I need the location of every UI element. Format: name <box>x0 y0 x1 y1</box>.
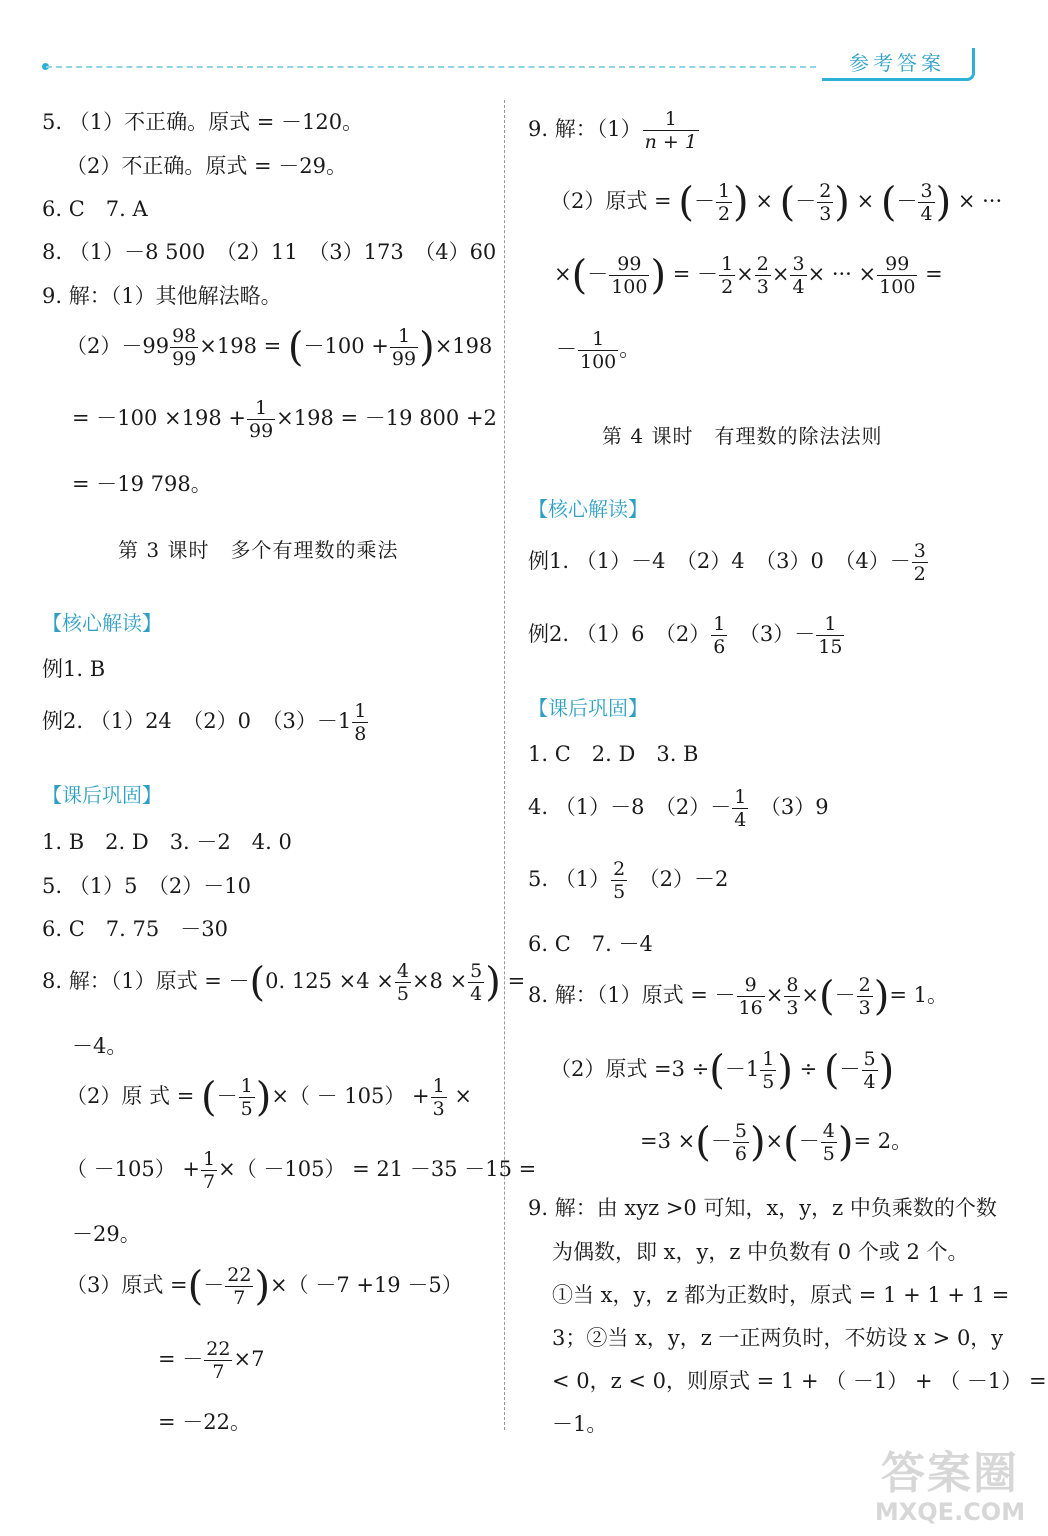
text: ×（ －105） = 21 －35 －15 = <box>218 1157 537 1181</box>
left-a8-line1 <box>42 960 525 1005</box>
numerator: 1 <box>717 180 731 202</box>
text: 4. （1）－8 （2）－ <box>528 795 732 819</box>
fraction <box>816 613 844 658</box>
fraction <box>643 108 699 153</box>
left-a6: 6. C 7. 75 －30 <box>42 917 228 941</box>
numerator: 2 <box>613 858 626 880</box>
fraction <box>395 960 411 1005</box>
text: － <box>203 1273 225 1297</box>
right-a9-line4: 3；②当 x，y，z 一正两负时，不妨设 x > 0，y <box>552 1326 1004 1350</box>
right-core-heading: 【核心解读】 <box>528 497 648 521</box>
left-a8-line7 <box>158 1338 264 1383</box>
text: （2）原式 = <box>550 189 672 213</box>
right-a1: 1. C 2. D 3. B <box>528 742 699 766</box>
paren: ) <box>733 179 749 226</box>
text: （3）－ <box>728 622 816 646</box>
header-rule <box>46 66 816 68</box>
left-q5b: （2）不正确。原式 = －29。 <box>66 154 348 178</box>
right-a9-line6: －1。 <box>552 1412 608 1436</box>
numerator: 2 <box>858 974 871 996</box>
watermark-logo <box>870 1450 1030 1526</box>
paren: ) <box>749 1119 766 1166</box>
text: － <box>556 337 577 361</box>
fraction <box>609 253 649 298</box>
text: × ··· × <box>807 262 877 286</box>
fraction <box>760 1048 776 1093</box>
text: 例2. （1）6 （2） <box>528 622 711 646</box>
denominator: n + 1 <box>644 131 697 153</box>
fraction <box>390 325 418 370</box>
right-q9-line3: ×(－ $\frac{99}{100}$ ) = － $\frac{1}{2}$ × $\frac{2}{3}$ × $\frac{3}{4}$ × ··· × $\frac{99}{100}$ = <box>554 252 943 299</box>
denominator: 6 <box>734 1143 747 1165</box>
right-a6: 6. C 7. －4 <box>528 932 653 956</box>
text: ×198 <box>434 334 493 358</box>
fraction <box>170 325 198 370</box>
numerator: 99 <box>609 253 649 276</box>
numerator: 1 <box>713 613 726 635</box>
text: （2）－2 <box>628 867 729 891</box>
denominator: 3 <box>786 997 799 1019</box>
left-a8-line4 <box>66 1148 536 1193</box>
left-q9-line2 <box>66 325 492 370</box>
denominator: 16 <box>738 997 763 1019</box>
denominator: 7 <box>212 1361 225 1383</box>
numerator: 1 <box>578 328 618 351</box>
denominator: 100 <box>611 276 648 298</box>
fraction <box>578 328 618 373</box>
text: －100 + <box>303 334 389 358</box>
right-a8-line3: =3 ×(－ $\frac{5}{6}$ )×(－ $\frac{4}{5}$ )= 2。 <box>640 1119 913 1166</box>
numerator: 22 <box>227 1264 252 1286</box>
text: = － <box>672 262 719 286</box>
denominator: 4 <box>920 203 933 225</box>
numerator: 4 <box>396 960 409 982</box>
text: （ －105） + <box>66 1157 201 1181</box>
denominator: 3 <box>819 203 832 225</box>
right-a9-line5: < 0，z < 0，则原式 = 1 + （ －1） + （ －1） = <box>552 1369 1047 1393</box>
watermark-url: MXQE.COM <box>874 1498 1026 1526</box>
text: －1 <box>724 1057 760 1081</box>
numerator: 5 <box>734 1120 747 1142</box>
left-q8: 8. （1）－8 500 （2）11 （3）173 （4）60 <box>42 240 497 264</box>
paren: ( <box>571 252 588 299</box>
lesson4-title: 第 4 课时 有理数的除法法则 <box>602 424 883 448</box>
left-ex1: 例1. B <box>42 657 106 681</box>
text: =3 × <box>640 1129 696 1153</box>
paren: ) <box>834 179 850 226</box>
denominator: 99 <box>172 348 197 370</box>
text: 0. 125 ×4 × <box>265 969 394 993</box>
text: 例1. （1）－4 （2）4 （3）0 （4）－ <box>528 549 911 573</box>
denominator: 4 <box>734 809 747 831</box>
column-divider <box>504 100 505 1430</box>
watermark-text: 答案圈 <box>881 1448 1019 1499</box>
denominator: 7 <box>233 1287 246 1309</box>
fraction <box>755 253 771 298</box>
paren: ) <box>873 973 890 1020</box>
text: ×7 <box>233 1347 265 1371</box>
denominator: 99 <box>391 348 417 370</box>
denominator: 15 <box>818 636 843 658</box>
denominator: 5 <box>240 1098 253 1120</box>
left-q9-line3 <box>72 397 497 442</box>
paren: ) <box>419 324 435 371</box>
paren: ) <box>837 1119 854 1166</box>
fraction <box>431 1075 447 1120</box>
paren: ( <box>678 179 694 226</box>
fraction <box>716 180 732 225</box>
text: × ··· <box>957 189 1003 213</box>
paren: ( <box>187 1263 204 1310</box>
denominator: 7 <box>203 1171 216 1193</box>
text: ×（ －7 +19 －5） <box>270 1273 463 1297</box>
paren: ( <box>695 1119 711 1166</box>
text: = 2。 <box>853 1129 913 1153</box>
text: － <box>216 1084 238 1108</box>
fraction <box>239 1075 255 1120</box>
text: = － <box>158 1347 204 1371</box>
denominator: 2 <box>717 203 731 225</box>
left-a5: 5. （1）5 （2）－10 <box>42 874 252 898</box>
right-ex1 <box>528 540 929 585</box>
denominator: 6 <box>713 636 726 658</box>
right-a4 <box>528 786 829 831</box>
numerator: 2 <box>819 180 832 202</box>
text: 5. （1） <box>528 867 611 891</box>
text: = 1。 <box>889 983 948 1007</box>
numerator: 1 <box>721 253 734 275</box>
paren: ( <box>819 973 835 1020</box>
numerator: 1 <box>643 108 699 131</box>
numerator: 5 <box>470 960 483 982</box>
numerator: 1 <box>762 1048 775 1070</box>
denominator: 4 <box>792 276 805 298</box>
numerator: 1 <box>432 1075 445 1097</box>
numerator: 1 <box>240 1075 253 1097</box>
numerator: 1 <box>390 325 418 348</box>
fraction <box>918 180 934 225</box>
paren: ) <box>777 1047 793 1094</box>
text: 9. 解：（1） <box>528 117 642 141</box>
fraction <box>821 1120 837 1165</box>
paren: ) <box>650 252 667 299</box>
left-a8-line5: －29。 <box>72 1222 141 1246</box>
paren: ) <box>254 1263 271 1310</box>
left-core-heading: 【核心解读】 <box>42 611 162 635</box>
denominator: 8 <box>354 723 367 745</box>
fraction <box>733 1120 749 1165</box>
right-ex2 <box>528 613 845 658</box>
paren: ) <box>255 1074 272 1121</box>
paren: ( <box>287 324 304 371</box>
fraction <box>719 253 735 298</box>
right-q9-line2: （2）原式 = (－ $\frac{1}{2}$ ) × (－ $\frac{2}{3}$ ) × (－ $\frac{3}{4}$ ) × ··· <box>550 179 1003 226</box>
header-badge: 参考答案 <box>822 48 975 81</box>
denominator: 5 <box>762 1071 775 1093</box>
paren: ( <box>201 1074 217 1121</box>
numerator: 22 <box>206 1338 231 1360</box>
text: 8. 解：（1）原式 = － <box>528 983 736 1007</box>
fraction <box>862 1048 878 1093</box>
numerator: 3 <box>920 180 933 202</box>
paren: ( <box>880 179 897 226</box>
text: 8. 解：（1）原式 = － <box>42 969 250 993</box>
paren: ( <box>823 1047 840 1094</box>
text: ×8 × <box>411 969 468 993</box>
text: （3）原式 = <box>66 1273 188 1297</box>
left-q6: 6. C 7. A <box>42 197 148 221</box>
numerator: 8 <box>786 974 799 996</box>
numerator: 2 <box>756 253 769 275</box>
right-after-heading: 【课后巩固】 <box>528 696 648 720</box>
text: （2）原 式 = <box>66 1084 195 1108</box>
fraction <box>857 974 873 1019</box>
numerator: 99 <box>877 253 917 276</box>
fraction <box>468 960 484 1005</box>
fraction <box>611 858 627 903</box>
left-q9: 9. 解：（1）其他解法略。 <box>42 284 282 308</box>
numerator: 3 <box>913 540 926 562</box>
fraction <box>784 974 800 1019</box>
fraction <box>737 974 765 1019</box>
numerator: 98 <box>172 325 197 347</box>
text: （2）－99 <box>66 334 170 358</box>
fraction <box>201 1148 217 1193</box>
denominator: 2 <box>721 276 734 298</box>
text: 例2. （1）24 （2）0 （3）－1 <box>42 709 352 733</box>
denominator: 100 <box>879 276 916 298</box>
numerator: 3 <box>792 253 805 275</box>
right-a8-line2: （2）原式 =3 ÷(－1 $\frac{1}{5}$ ) ÷ (－ $\frac{5}{4}$ ) <box>550 1047 895 1094</box>
left-a8-line6 <box>66 1264 463 1309</box>
fraction <box>352 700 368 745</box>
text: （3）9 <box>749 795 829 819</box>
left-after-heading: 【课后巩固】 <box>42 783 162 807</box>
paren: ) <box>878 1047 895 1094</box>
denominator: 100 <box>580 351 617 373</box>
right-a5 <box>528 858 728 903</box>
fraction <box>790 253 806 298</box>
denominator: 4 <box>863 1071 876 1093</box>
fraction <box>912 540 928 585</box>
left-ex2 <box>42 700 369 745</box>
paren: ) <box>935 179 952 226</box>
text: = －100 ×198 + <box>72 406 246 430</box>
denominator: 5 <box>396 983 409 1005</box>
left-q9-line4: = －19 798。 <box>72 472 212 496</box>
denominator: 5 <box>613 881 626 903</box>
text: ×198 = －19 800 +2 <box>276 406 497 430</box>
right-a9-line2: 为偶数，即 x，y，z 中负数有 0 个或 2 个。 <box>552 1240 969 1264</box>
left-a8-line8: = －22。 <box>158 1410 251 1434</box>
fraction <box>711 613 727 658</box>
paren: ( <box>783 1119 799 1166</box>
right-q9-line1 <box>528 108 700 153</box>
paren: ( <box>709 1047 725 1094</box>
numerator: 5 <box>863 1048 876 1070</box>
text: × <box>454 1084 473 1108</box>
fraction <box>877 253 917 298</box>
denominator: 3 <box>756 276 769 298</box>
denominator: 3 <box>858 997 871 1019</box>
numerator: 1 <box>734 786 747 808</box>
left-q5a: 5. （1）不正确。原式 = －120。 <box>42 110 364 134</box>
text: ×（ － 105） + <box>271 1084 430 1108</box>
denominator: 5 <box>822 1143 835 1165</box>
numerator: 9 <box>737 974 765 997</box>
numerator: 1 <box>247 397 275 420</box>
right-a9-line1: 9. 解：由 xyz >0 可知，x，y，z 中负乘数的个数 <box>528 1196 997 1220</box>
lesson3-title: 第 3 课时 多个有理数的乘法 <box>118 538 399 562</box>
fraction <box>247 397 275 442</box>
left-a1: 1. B 2. D 3. －2 4. 0 <box>42 830 292 854</box>
numerator: 1 <box>816 613 844 636</box>
fraction <box>204 1338 232 1383</box>
denominator: 4 <box>470 983 483 1005</box>
numerator: 1 <box>354 700 367 722</box>
numerator: 1 <box>203 1148 216 1170</box>
text: = <box>507 969 526 993</box>
right-a8-line1: 8. 解：（1）原式 = － $\frac{9}{16}$ × $\frac{8}{3}$ ×(－ $\frac{2}{3}$ )= 1。 <box>528 973 948 1020</box>
right-q9-line4: － $\frac{1}{100}$ 。 <box>556 328 641 373</box>
fraction <box>817 180 833 225</box>
left-a8-line3 <box>66 1075 472 1120</box>
denominator: 2 <box>913 563 926 585</box>
paren: ( <box>779 179 796 226</box>
text: ×198 = <box>199 334 282 358</box>
denominator: 3 <box>432 1098 445 1120</box>
paren: ( <box>249 959 266 1006</box>
numerator: 4 <box>822 1120 835 1142</box>
denominator: 99 <box>248 420 274 442</box>
paren: ) <box>485 959 501 1006</box>
text: （2）原式 =3 ÷ <box>550 1057 710 1081</box>
fraction <box>225 1264 253 1309</box>
right-a9-line3: ①当 x，y，z 都为正数时，原式 = 1 + 1 + 1 = <box>552 1283 1010 1307</box>
fraction <box>732 786 748 831</box>
left-a8-line2: －4。 <box>72 1034 128 1058</box>
